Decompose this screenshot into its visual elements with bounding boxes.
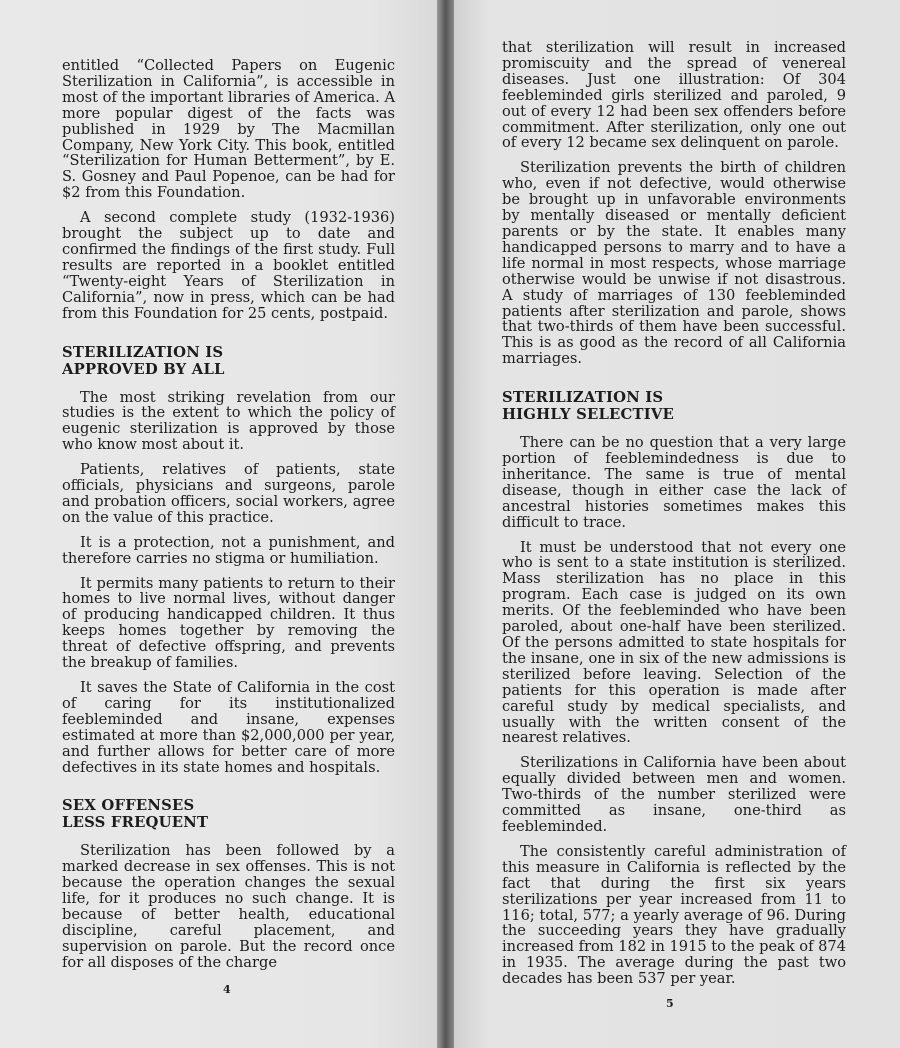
book-gutter [437,0,454,1048]
paragraph: It permits many patients to return to their homes to live normal lives, without danger of producing handicapped children. It thus keeps homes together by removing the threat of defective offspring, and prevents the breakup of families. [62,574,395,672]
page-number: 4 [223,983,231,996]
paragraph: The consistently careful administration of this measure in California is reflected by the fact that during the first six years sterilizations per year increased from 11 to 116; total, 577; a yearly average of 96. During the succeeding years they have gradually increased from 182 in 1915 to the peak of 874 in 1935. The average during the past two decades has been 537 per year. [502,842,846,988]
paragraph: Sterilization has been followed by a marked decrease in sex offenses. This is not because the operation changes the sexual life, for it produces no such change. It is because of better health, educational discipline, careful placement, and supervision on parole. But the record once for all disposes of the charge [62,842,395,971]
paragraph: It must be understood that not every one who is sent to a state institution is sterilized. Mass sterilization has no place in this program. Each case is judged on its own merits. Of the feebleminded who have been paroled, about one-half have been sterilized. Of the persons admitted to state hospitals for the insane, one in six of the new admissions is sterilized before leaving. Selection of the patients for this operation is made after careful study by medical specialists, and usually with the written consent of the nearest relatives. [502,538,846,747]
paragraph: It is a protection, not a punishment, and therefore carries no stigma or humiliation. [62,533,395,567]
section-heading-sex-offenses: SEX OFFENSES LESS FREQUENT [62,797,209,832]
paragraph: The most striking revelation from our studies is the extent to which the policy of eugenic sterilization is approved by those who know most about it. [62,388,395,454]
paragraph: entitled “Collected Papers on Eugenic Sterilization in California”, is accessible in most of the important libraries of America. A more popular digest of the facts was published in 1929 by The Macmillan Company, New York City. This book, entitled “Sterilization for Human Betterment”, by E. S. Gosney and Paul Popenoe, can be had for $2 from this Foundation. [62,57,395,202]
left-text-column [62,58,395,980]
paragraph: Sterilizations in California have been about equally divided between men and women. Two-thirds of the number sterilized were committed as insane, one-third as feebleminded. [502,754,846,835]
right-page [454,0,900,1048]
left-page [0,0,437,1048]
paragraph: It saves the State of California in the cost of caring for its institutionalized feebleminded and insane, expenses estimated at more than $2,000,000 per year, and further allows for better care of more defectives in its state homes and hospitals. [62,679,395,776]
right-text-column [502,40,846,996]
page-number: 5 [666,997,674,1010]
section-heading-selective: STERILIZATION IS HIGHLY SELECTIVE [502,389,675,424]
paragraph: A second complete study (1932-1936) brought the subject up to date and confirmed the findings of the first study. Full results are reported in a booklet entitled “Twenty-eight Years of Sterilization in California”, now in press, which can be had from this Foundation for 25 cents, postpaid. [62,209,395,322]
paragraph: Patients, relatives of patients, state officials, physicians and surgeons, parole and probation officers, social workers, agree on the value of this practice. [62,461,395,526]
paragraph: There can be no question that a very large portion of feeblemindedness is due to inheritance. The same is true of mental disease, though in either case the lack of ancestral histories sometimes makes this difficult to trace. [502,434,846,531]
paragraph: that sterilization will result in increased promiscuity and the spread of venereal diseases. Just one illustration: Of 304 feebleminded girls sterilized and paroled, 9 out of every 12 had been sex offenders before commitment. After sterilization, only one out of every 12 became sex delinquent on parole. [502,39,846,152]
paragraph: Sterilization prevents the birth of children who, even if not defective, would otherwise be brought up in unfavorable environments by mentally diseased or mentally deficient parents or by the state. It enables many handicapped persons to marry and to have a life normal in most respects, whose marriage otherwise would be unwise if not disastrous. A study of marriages of 130 feebleminded patients after sterilization and parole, shows that two-thirds of them have been successful. This is as good as the record of all California marriages. [502,159,846,368]
section-heading-approved: STERILIZATION IS APPROVED BY ALL [62,343,225,378]
